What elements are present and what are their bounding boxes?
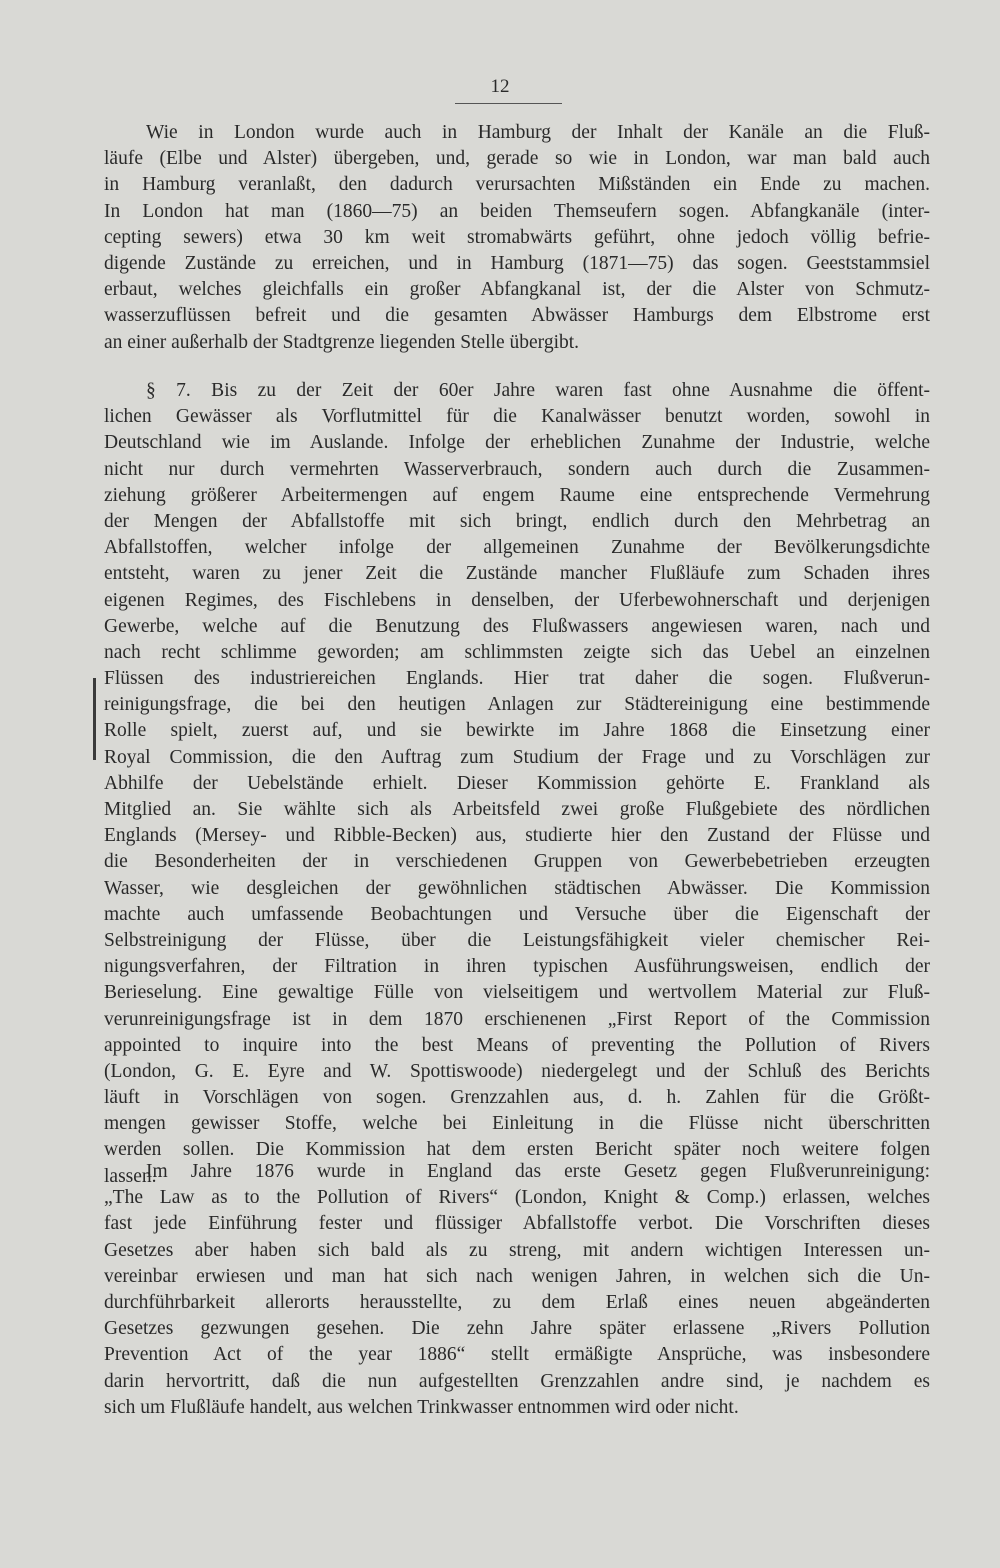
text-line: wasserzuflüssen befreit und die gesamten Abwässer Hamburgs dem Elbstrome erst (104, 305, 930, 327)
text-line: in Hamburg veranlaßt, den dadurch verursachten Mißständen ein Ende zu machen. (104, 174, 930, 196)
text-line: verunreinigungsfrage ist in dem 1870 erschienenen „First Report of the Commission (104, 1008, 930, 1030)
text-line: Gesetzes gezwungen gesehen. Die zehn Jahre später erlassene „Rivers Pollution (104, 1318, 930, 1340)
text-line: lassen. (104, 1165, 157, 1187)
text-line: lichen Gewässer als Vorflutmittel für die Kanalwässer benutzt worden, sowohl in (104, 406, 930, 428)
text-line: die Besonderheiten der in verschiedenen Gruppen von Gewerbebetrieben erzeugten (104, 851, 930, 873)
page-number: 12 (490, 76, 510, 97)
text-line: nigungsverfahren, der Filtration in ihren typischen Ausführungsweisen, endlich der (104, 956, 930, 978)
text-line: In London hat man (1860—75) an beiden Themseufern sogen. Abfangkanäle (inter- (104, 200, 930, 222)
text-line: Deutschland wie im Auslande. Infolge der erheblichen Zunahme der Industrie, welche (104, 432, 930, 454)
text-line: Prevention Act of the year 1886“ stellt ermäßigte Ansprüche, was insbesondere (104, 1344, 930, 1366)
text-line: Abhilfe der Uebelstände erhielt. Dieser Kommission gehörte E. Frankland als (104, 772, 930, 794)
text-line: eigenen Regimes, des Fischlebens in denselben, der Uferbewohnerschaft und derjenigen (104, 589, 930, 611)
text-line: ziehung größerer Arbeitermengen auf engem Raume eine entsprechende Vermehrung (104, 484, 930, 506)
text-line: läuft in Vorschlägen von sogen. Grenzzahlen aus, d. h. Zahlen für die Größt- (104, 1087, 930, 1109)
text-line: erbaut, welches gleichfalls ein großer Abfangkanal ist, der die Alster von Schmutz- (104, 279, 930, 301)
text-line: Englands (Mersey- und Ribble-Becken) aus, studierte hier den Zustand der Flüsse und (104, 825, 930, 847)
text-line: Royal Commission, die den Auftrag zum Studium der Frage und zu Vorschlägen zur (104, 746, 930, 768)
text-line: werden sollen. Die Kommission hat dem ersten Bericht später noch weitere folgen (104, 1139, 930, 1161)
text-line: „The Law as to the Pollution of Rivers“ (London, Knight & Comp.) erlassen, welches (104, 1187, 930, 1209)
text-line: der Mengen der Abfallstoffe mit sich bringt, endlich durch den Mehrbetrag an (104, 510, 930, 532)
text-line: darin hervortritt, daß die nun aufgestellten Grenzzahlen andre sind, je nachdem es (104, 1370, 930, 1392)
text-line: Gewerbe, welche auf die Benutzung des Flußwassers angewiesen waren, nach und (104, 615, 930, 637)
text-line: läufe (Elbe und Alster) übergeben, und, gerade so wie in London, war man bald auch (104, 148, 930, 170)
paragraph-3 (104, 1159, 930, 1421)
text-line: Im Jahre 1876 wurde in England das erste Gesetz gegen Flußverunreinigung: (146, 1161, 930, 1182)
text-line: § 7. Bis zu der Zeit der 60er Jahre waren fast ohne Ausnahme die öffent- (146, 380, 930, 401)
paragraph-1 (104, 120, 930, 356)
text-line: (London, G. E. Eyre and W. Spottiswoode) niedergelegt und der Schluß des Berichts (104, 1060, 930, 1082)
text-line: Gesetzes aber haben sich bald als zu streng, mit andern wichtigen Interessen un- (104, 1239, 930, 1261)
header-rule (455, 103, 562, 104)
text-line: Wie in London wurde auch in Hamburg der Inhalt der Kanäle an die Fluß- (146, 122, 930, 143)
text-line: durchführbarkeit allerorts herausstellte, zu dem Erlaß eines neuen abgeänderten (104, 1291, 930, 1313)
text-line: sich um Flußläufe handelt, aus welchen Trinkwasser entnommen wird oder nicht. (104, 1396, 739, 1418)
text-line: mengen gewisser Stoffe, welche bei Einleitung in die Flüsse nicht überschritten (104, 1113, 930, 1135)
text-line: an einer außerhalb der Stadtgrenze liegenden Stelle übergibt. (104, 331, 580, 353)
margin-mark (93, 678, 96, 760)
text-line: digende Zustände zu erreichen, und in Hamburg (1871—75) das sogen. Geeststammsiel (104, 252, 930, 274)
text-line: nicht nur durch vermehrten Wasserverbrauch, sondern auch durch die Zusammen- (104, 458, 930, 480)
text-line: Flüssen des industriereichen Englands. Hier trat daher die sogen. Flußverun- (104, 668, 930, 690)
text-line: Rolle spielt, zuerst auf, und sie bewirkte im Jahre 1868 die Einsetzung einer (104, 720, 930, 742)
text-line: fast jede Einführung fester und flüssiger Abfallstoffe verbot. Die Vorschriften dieses (104, 1213, 930, 1235)
paragraph-2 (104, 378, 930, 1190)
text-line: entsteht, waren zu jener Zeit die Zustände mancher Flußläufe zum Schaden ihres (104, 563, 930, 585)
text-line: Mitglied an. Sie wählte sich als Arbeitsfeld zwei große Flußgebiete des nördlichen (104, 799, 930, 820)
text-line: Abfallstoffen, welcher infolge der allgemeinen Zunahme der Bevölkerungsdichte (104, 537, 930, 559)
text-line: cepting sewers) etwa 30 km weit stromabwärts geführt, ohne jedoch völlig befrie- (104, 226, 930, 248)
text-line: vereinbar erwiesen und man hat sich nach wenigen Jahren, in welchen sich die Un- (104, 1265, 930, 1287)
text-line: nach recht schlimme geworden; am schlimmsten zeigte sich das Uebel an einzelnen (104, 641, 930, 663)
text-line: Wasser, wie desgleichen der gewöhnlichen städtischen Abwässer. Die Kommission (104, 877, 930, 899)
text-line: Selbstreinigung der Flüsse, über die Leistungsfähigkeit vieler chemischer Rei- (104, 929, 930, 951)
text-line: Berieselung. Eine gewaltige Fülle von vielseitigem und wertvollem Material zur Fluß- (104, 982, 930, 1004)
text-line: machte auch umfassende Beobachtungen und Versuche über die Eigenschaft der (104, 903, 930, 925)
text-line: appointed to inquire into the best Means of preventing the Pollution of Rivers (104, 1034, 930, 1056)
text-line: reinigungsfrage, die bei den heutigen Anlagen zur Städtereinigung eine bestimmende (104, 694, 930, 716)
